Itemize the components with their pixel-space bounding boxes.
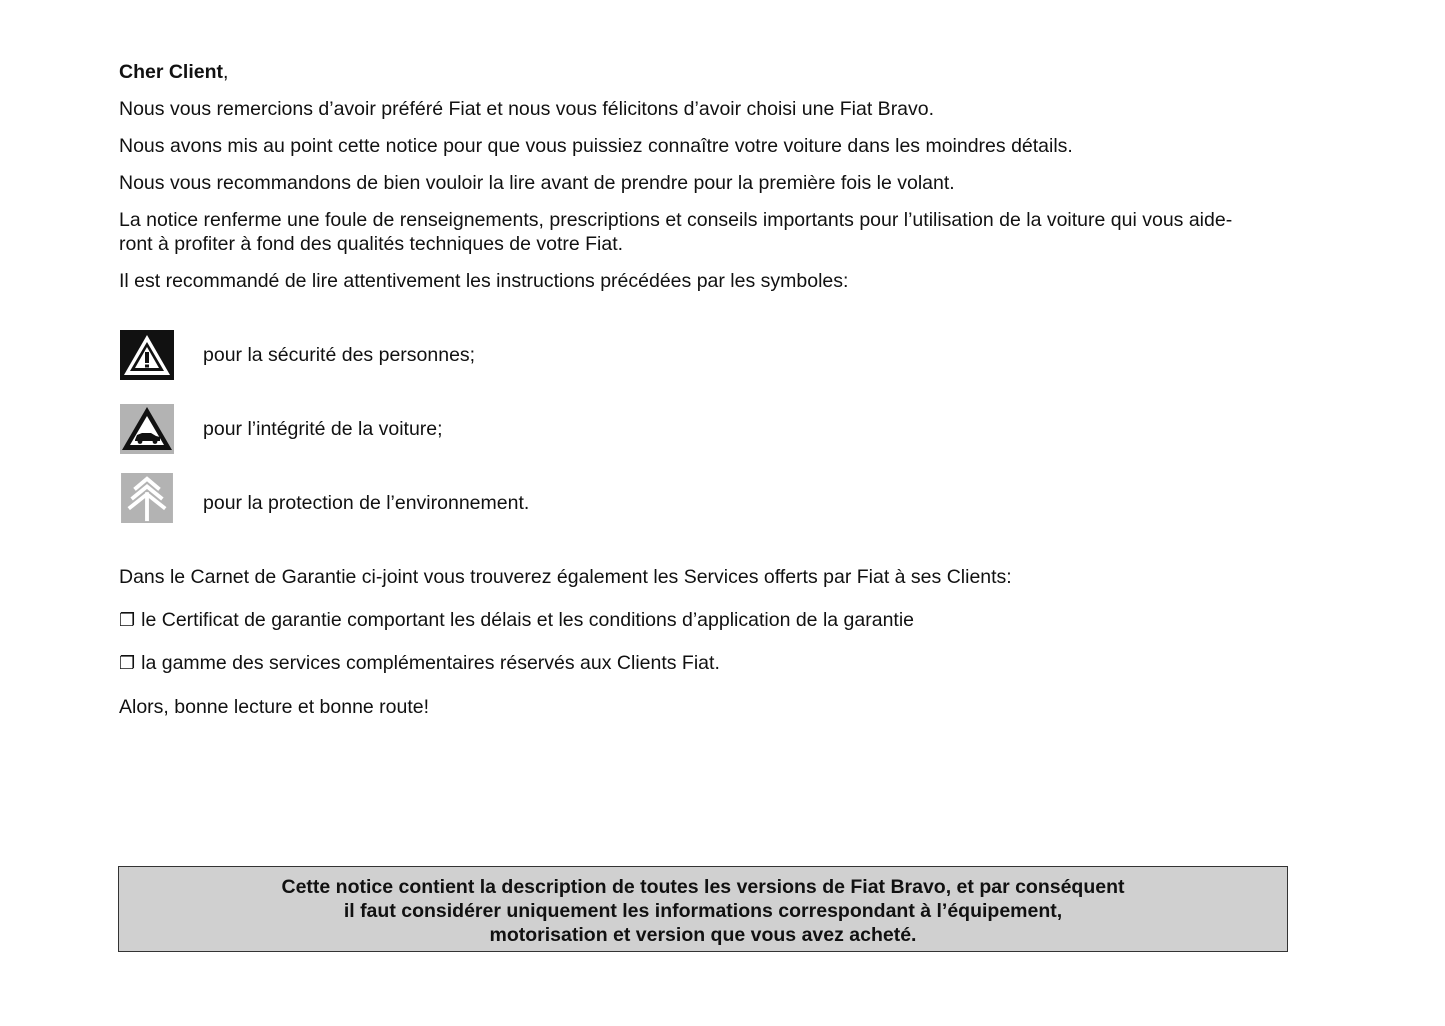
paragraph: Nous avons mis au point cette notice pour que vous puissiez connaître votre voiture dans les moindres détails.: [119, 135, 1073, 157]
notice-line: Cette notice contient la description de toutes les versions de Fiat Bravo, et par conséquent: [281, 876, 1125, 898]
paragraph: La notice renferme une foule de renseignements, prescriptions et conseils importants pour l’utilisation de la voiture qui vous aide-: [119, 209, 1233, 231]
checkbox-bullet-icon: ❐: [119, 653, 136, 673]
list-item-text: le Certificat de garantie comportant les délais et les conditions d’application de la garantie: [141, 609, 915, 631]
tree-environment-icon: [120, 473, 174, 523]
paragraph-continued: ront à profiter à fond des qualités techniques de votre Fiat.: [119, 233, 624, 255]
notice-box: [118, 866, 1288, 952]
greeting: [119, 60, 228, 84]
greeting-name: Cher Client: [119, 61, 224, 83]
closing-line: Alors, bonne lecture et bonne route!: [119, 696, 430, 718]
paragraph: Nous vous recommandons de bien vouloir la lire avant de prendre pour la première fois le volant.: [119, 172, 955, 194]
symbol-label: pour l’intégrité de la voiture;: [203, 418, 443, 440]
car-warning-icon: [120, 404, 174, 454]
list-item-text: la gamme des services complémentaires réservés aux Clients Fiat.: [141, 652, 720, 674]
list-item: [119, 651, 720, 675]
greeting-punct: ,: [223, 61, 229, 83]
warranty-intro: Dans le Carnet de Garantie ci-joint vous trouverez également les Services offerts par Fiat à ses Clients:: [119, 566, 1012, 588]
notice-line: motorisation et version que vous avez acheté.: [489, 924, 917, 946]
warning-triangle-icon: [120, 330, 174, 380]
notice-line: il faut considérer uniquement les informations correspondant à l’équipement,: [343, 900, 1063, 922]
symbol-label: pour la sécurité des personnes;: [203, 344, 476, 366]
checkbox-bullet-icon: ❐: [119, 610, 136, 630]
paragraph: Nous vous remercions d’avoir préféré Fiat et nous vous félicitons d’avoir choisi une Fiat Bravo.: [119, 98, 935, 120]
symbol-label: pour la protection de l’environnement.: [203, 492, 530, 514]
paragraph: Il est recommandé de lire attentivement les instructions précédées par les symboles:: [119, 270, 849, 292]
list-item: [119, 608, 914, 632]
